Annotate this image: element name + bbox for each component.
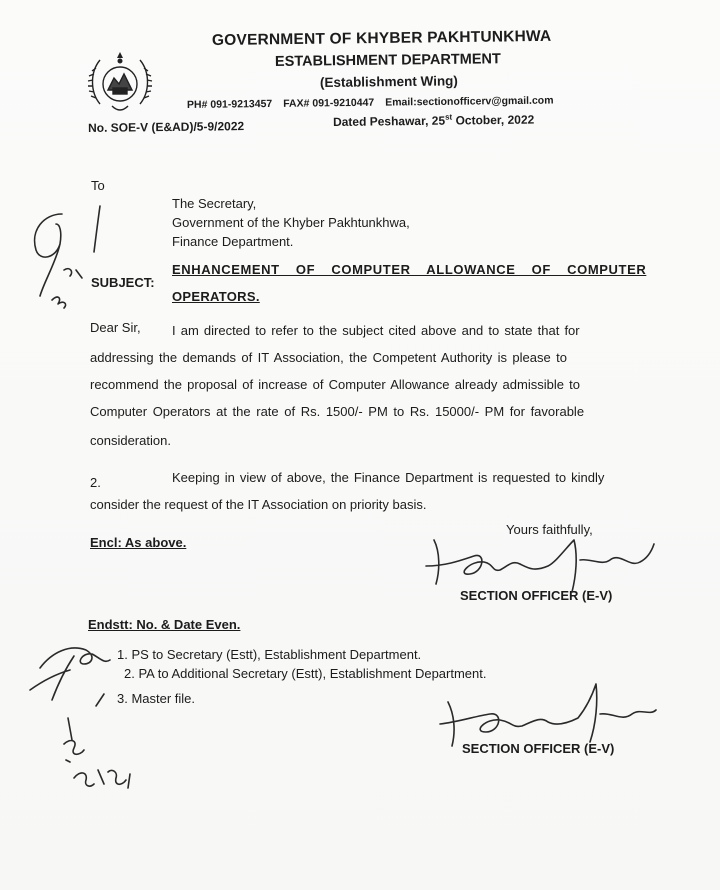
subject-line-1: ENHANCEMENT OF COMPUTER ALLOWANCE OF COMPUTER	[172, 262, 647, 277]
reference-line	[88, 112, 588, 135]
kp-government-emblem	[86, 48, 154, 118]
margin-tick-mark	[94, 206, 100, 252]
paragraph-2-line-2: consider the request of the IT Association on priority basis.	[90, 497, 427, 512]
section-officer-title-2: SECTION OFFICER (E-V)	[462, 741, 615, 756]
phone-number: PH# 091-9213457	[186, 97, 273, 111]
paragraph-2-line-1: Keeping in view of above, the Finance Department is requested to kindly	[172, 470, 605, 485]
reference-number: No. SOE-V (E&AD)/5-9/2022	[88, 119, 245, 135]
paragraph-1-line-5: consideration.	[90, 433, 171, 448]
endorsement-title: Endstt: No. & Date Even.	[88, 617, 241, 632]
paragraph-1-line-2: addressing the demands of IT Association, the Competent Authority is please to	[90, 350, 567, 365]
signature-2	[440, 684, 656, 746]
handwritten-date	[64, 718, 130, 788]
fax-number: FAX# 091-9210447	[283, 96, 375, 110]
yours-faithfully: Yours faithfully,	[506, 522, 593, 537]
contact-line	[187, 94, 562, 111]
addressee-line-2: Government of the Khyber Pakhtunkhwa,	[172, 215, 410, 230]
margin-initials-mark	[35, 214, 62, 296]
subject-line-2: OPERATORS.	[172, 289, 260, 304]
signature-1	[426, 540, 654, 592]
section-officer-title-1: SECTION OFFICER (E-V)	[460, 588, 613, 603]
to-label: To	[91, 178, 105, 193]
government-title: GOVERNMENT OF KHYBER PAKHTUNKHWA	[211, 27, 552, 49]
salutation: Dear Sir,	[90, 320, 141, 335]
paragraph-1-line-3: recommend the proposal of increase of Computer Allowance already admissible to	[90, 377, 581, 392]
addressee-line-1: The Secretary,	[172, 196, 257, 211]
endorsement-item-2: 2. PA to Additional Secretary (Estt), Establishment Department.	[124, 666, 487, 681]
addressee-line-3: Finance Department.	[172, 234, 294, 249]
wing-title: (Establishment Wing)	[319, 73, 458, 90]
department-title: ESTABLISHMENT DEPARTMENT	[274, 51, 501, 70]
enclosure-note: Encl: As above.	[90, 535, 187, 550]
subject-label: SUBJECT:	[91, 275, 155, 290]
paragraph-2-number: 2.	[90, 475, 101, 490]
endorsement-item-3: 3. Master file.	[117, 691, 196, 706]
letter-date: Dated Peshawar, 25st October, 2022	[332, 112, 535, 130]
paragraph-1-line-1: I am directed to refer to the subject cited above and to state that for	[172, 323, 580, 338]
endorsement-initials	[30, 648, 110, 700]
paragraph-1-line-4: Computer Operators at the rate of Rs. 1500/- PM to Rs. 15000/- PM for favorable	[90, 404, 585, 419]
email-address: Email:sectionofficerv@gmail.com	[385, 94, 554, 109]
endorsement-item-1: 1. PS to Secretary (Estt), Establishment Department.	[117, 647, 422, 662]
